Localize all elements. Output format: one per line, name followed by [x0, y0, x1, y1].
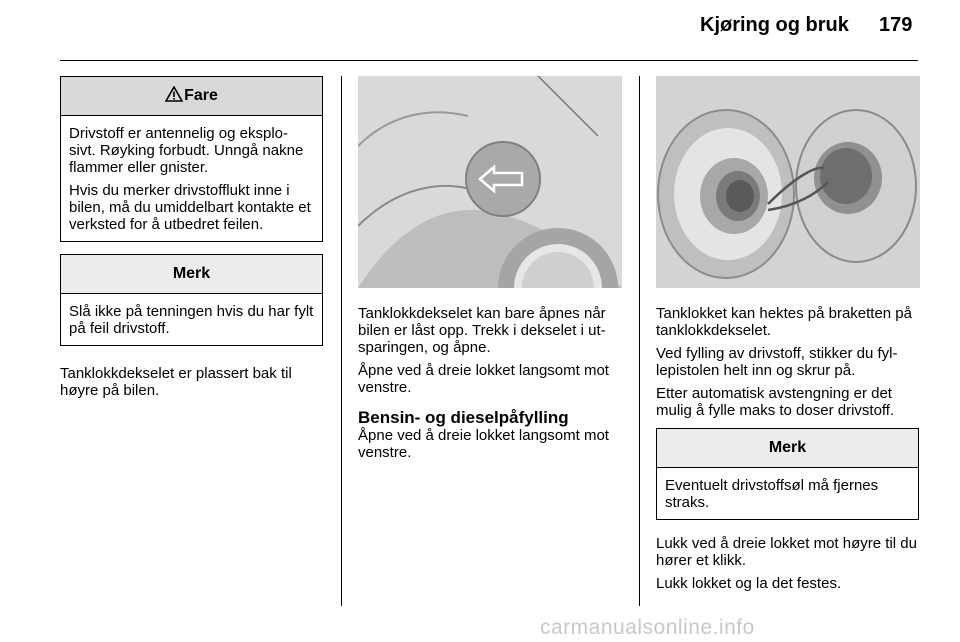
header-rule — [60, 60, 918, 61]
note-box-2-text: Eventuelt drivstoffsøl må fjernes straks. — [665, 477, 879, 511]
page-number: 179 — [879, 14, 913, 36]
warning-triangle-icon — [165, 86, 183, 107]
col3-paragraph-1: Tanklokket kan hektes på braketten på tanklokkdekselet. — [656, 305, 912, 339]
watermark: carmanualsonline.info — [540, 616, 755, 639]
col3-paragraph-3: Etter automatisk avstengning er det mulig å fylle maks to doser drivstoff. — [656, 385, 895, 419]
note-box-1-body — [61, 294, 322, 345]
danger-box — [60, 76, 323, 242]
column-3 — [656, 76, 919, 592]
note-box-1 — [60, 254, 323, 346]
fuel-cap-figure — [656, 76, 920, 288]
fuel-door-figure — [358, 76, 622, 288]
danger-box-header — [61, 77, 322, 116]
note-box-1-header: Merk — [61, 255, 322, 294]
column-2 — [358, 76, 622, 461]
col2-paragraph-2: Åpne ved å dreie lokket langsomt mot venstre. — [358, 362, 609, 396]
col2-paragraph-3: Åpne ved å dreie lokket langsomt mot venstre. — [358, 427, 609, 461]
col3-paragraph-2: Ved fylling av drivstoff, stikker du fyl-lepistolen helt inn og skrur på. — [656, 345, 898, 379]
col3-paragraph-4: Lukk ved å dreie lokket mot høyre til du hører et klikk. — [656, 535, 917, 569]
danger-box-title: Fare — [184, 87, 218, 104]
column-1 — [60, 76, 323, 399]
column-divider-2 — [639, 76, 640, 606]
fuel-door-location-text: Tanklokkdekselet er plassert bak til høyre på bilen. — [60, 365, 292, 399]
danger-paragraph-1: Drivstoff er antennelig og eksplo-sivt. Røyking forbudt. Unngå nakne flammer eller gnister. — [69, 125, 304, 176]
section-heading: Bensin- og dieselpåfylling — [358, 408, 569, 427]
header-title: Kjøring og bruk — [700, 14, 849, 36]
note-box-2 — [656, 428, 919, 520]
danger-paragraph-2: Hvis du merker drivstofflukt inne i bilen, må du umiddelbart kontakte et verksted for å utbedret feilen. — [69, 182, 311, 233]
note-box-1-text: Slå ikke på tenningen hvis du har fylt på feil drivstoff. — [69, 303, 314, 337]
note-box-2-header: Merk — [657, 429, 918, 468]
column-divider-1 — [341, 76, 342, 606]
note-box-2-body — [657, 468, 918, 519]
col3-paragraph-5: Lukk lokket og la det festes. — [656, 575, 842, 592]
col2-paragraph-1: Tanklokkdekselet kan bare åpnes når bilen er låst opp. Trekk i dekselet i ut-sparingen, og åpne. — [358, 305, 606, 356]
danger-box-body — [61, 116, 322, 241]
